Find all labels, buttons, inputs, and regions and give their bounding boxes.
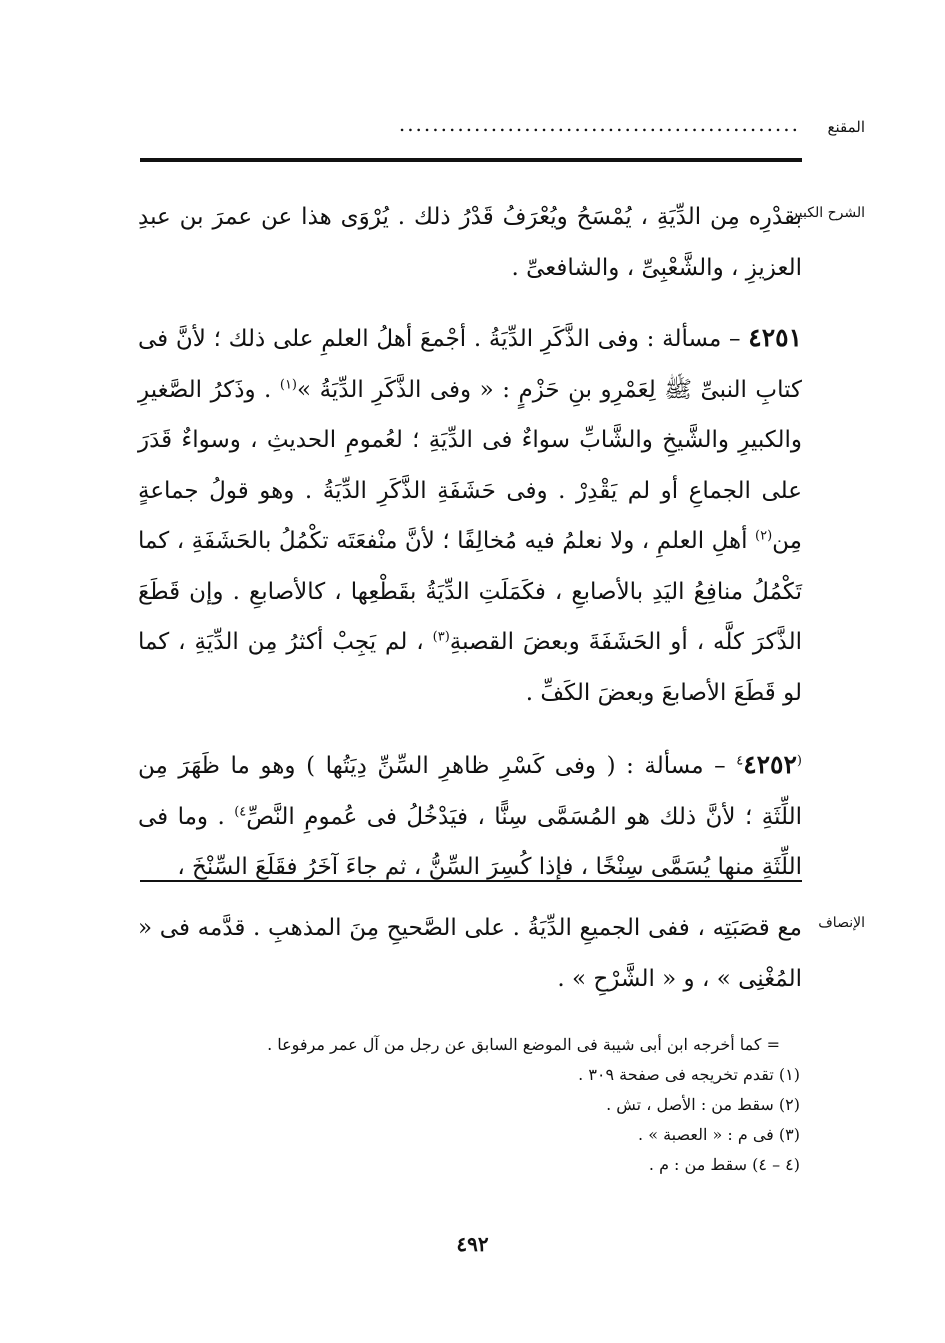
issue-number: ٤٢٥١ xyxy=(748,323,802,352)
footnote-continuation: = كما أخرجه ابن أبى شيبة فى الموضع السابق عن رجل من آل عمر مرفوعا . xyxy=(267,1035,780,1054)
insaf-paragraph: مع قصَبَتِه ، ففى الجميعِ الدِّيَةُ . على الصَّحيحِ مِنَ المذهبِ . قدَّمه فى « المُغْنِى » ، و « الشَّرْحِ » . xyxy=(138,915,802,992)
section-divider xyxy=(140,880,802,882)
footnotes xyxy=(260,1030,800,1180)
sharh-intro-paragraph: بقدْرِه مِن الدِّيَةِ ، يُمْسَحُ ويُعْرَفُ قَدْرُ ذلك . يُرْوَى هذا عن عمرَ بن عبدِ العزيزِ ، والشَّعْبِىِّ ، والشافعىِّ . xyxy=(138,204,802,281)
footnote-ref: (٢) xyxy=(755,528,773,544)
footnote-1: (١) تقدم تخريجه فى صفحة ٣٠٩ . xyxy=(578,1065,800,1084)
issue-text: – مسألة : ( وفى كَسْرِ ظاهرِ السِّنِّ دِيَتُها ) وهو ما ظَهَرَ مِن اللِّثَةِ ؛ لأنَّ ذلك هو المُسَمَّى سِنًّا ، فيَدْخُلُ فى عُمومِ النَّصِّ xyxy=(138,753,803,830)
header-rule xyxy=(140,158,802,162)
footnote-ref: (١) xyxy=(279,376,297,392)
issue-text: ، لم يَجِبْ أكثرُ مِن الدِّيَةِ ، كما لو قَطَعَ الأصابعَ وبعضَ الكَفِّ . xyxy=(138,629,802,706)
footnote-2: (٢) سقط من : الأصل ، تش . xyxy=(606,1095,800,1114)
issue-4252-paragraph xyxy=(138,740,802,893)
footnote-4: (٤ – ٤) سقط من : م . xyxy=(648,1155,800,1174)
footnote-3: (٣) فى م : « العصبة » . xyxy=(638,1125,800,1144)
sharh-text xyxy=(138,192,802,893)
page-number: ٤٩٢ xyxy=(456,1232,489,1256)
sharh-section-label: الشرح الكبير xyxy=(791,205,865,221)
footnote-ref: (٤ xyxy=(736,753,802,769)
header-dotted-leader: ................................................ xyxy=(398,112,800,136)
footnote-ref: (٣) xyxy=(432,629,450,645)
issue-text: . وما فى اللِّثَةِ منها يُسَمَّى سِنْخًا ، فإذا كُسِرَ السِّنُّ ، ثم جاءَ آخَرُ فقَلَعَ السِّنْخَ ، xyxy=(138,803,802,880)
insaf-section-label: الإنصاف xyxy=(818,915,865,931)
issue-4251-paragraph xyxy=(138,313,802,718)
issue-number: ٤٢٥٢ xyxy=(743,750,797,779)
issue-text: أهلِ العلمِ ، ولا نعلمُ فيه مُخالِفًا ؛ لأنَّ منْفعَتَه تكْمُلُ بالحَشَفَةِ ، كما تَكْمُلُ منافِعُ اليَدِ بالأصابعِ ، فكَمَلَتِ الدِّيَةُ بقَطْعِها ، كالأصابعِ . وإن قَطَعَ الذَّكرَ كلَّه ، أو الحَشَفَةَ وبعضَ القصبةِ xyxy=(138,528,802,655)
insaf-text xyxy=(138,903,802,1004)
issue-text: – مسألة : وفى الذَّكَرِ الدِّيَةُ . أجْمعَ أهلُ العلمِ على ذلك ؛ لأنَّ فى كتابِ النبىِّ ﷺ لِعَمْرِو بنِ حَزْمٍ : « وفى الذَّكَرِ الدِّيَةُ » xyxy=(138,326,802,403)
footnote-ref: ٤) xyxy=(234,803,247,819)
issue-text: . وذَكرُ الصَّغيرِ والكبيرِ والشَّيخِ والشَّابِّ سواءٌ فى الدِّيَةِ ؛ لعُمومِ الحديثِ ، وسواءٌ قَدَرَ على الجماعِ أو لم يَقْدِرْ . وفى حَشَفَةِ الذَّكَرِ الدِّيَةُ . وهو قولُ جماعةٍ مِن xyxy=(138,376,802,554)
header-book-title: المقنع xyxy=(827,118,865,136)
